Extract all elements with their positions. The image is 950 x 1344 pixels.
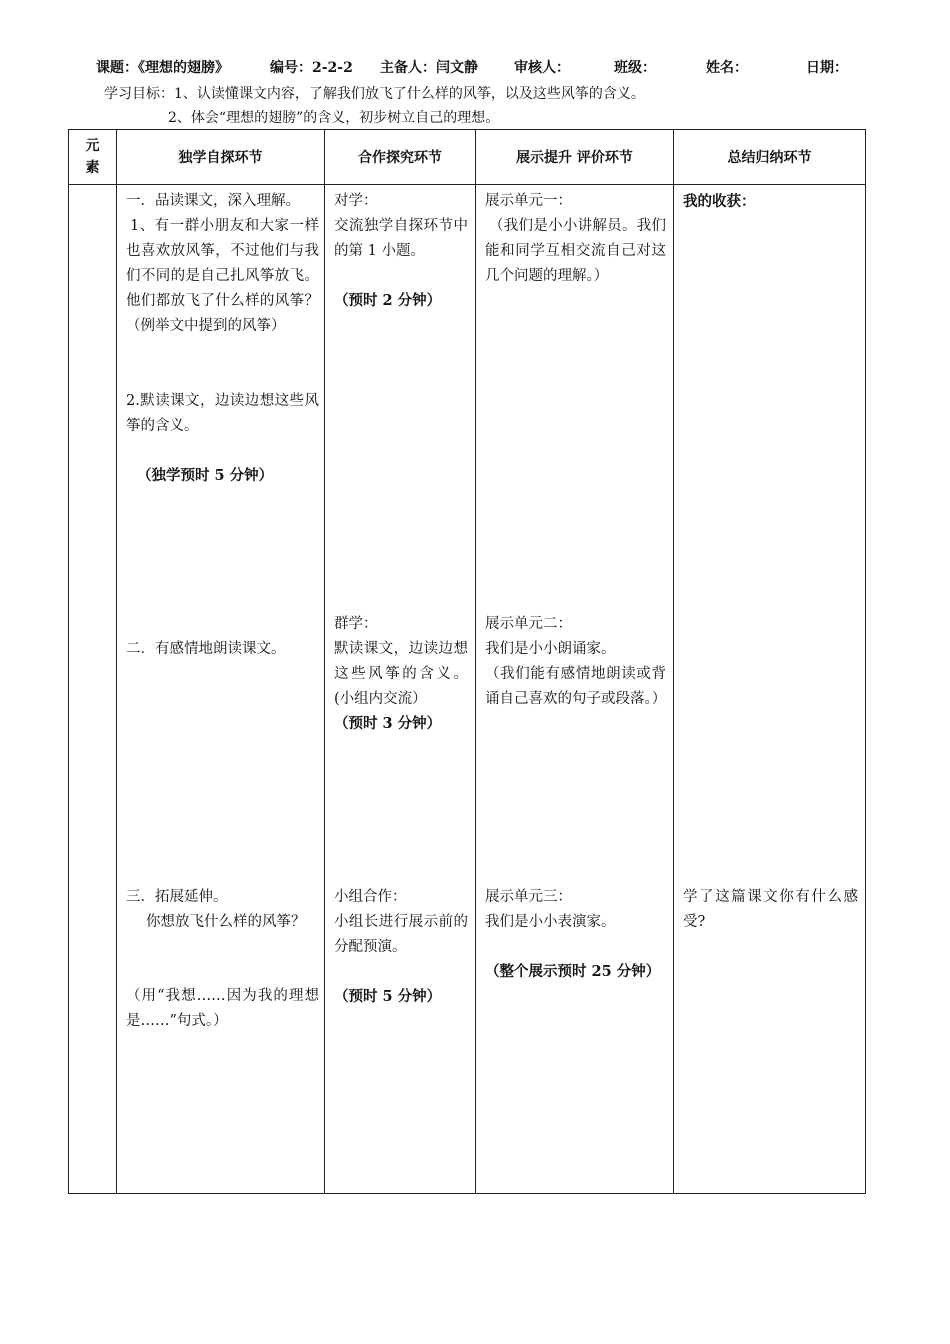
self-study-section3-title: 三．拓展延伸。 — [126, 889, 228, 905]
presentation-unit2-label: 展示单元二： — [485, 616, 572, 632]
cooperation-cell — [325, 185, 476, 1194]
pair-study-text: 交流独学自探环节中的第 1 小题。 — [334, 218, 468, 259]
presentation-cell — [476, 185, 674, 1194]
learning-goal-2: 2、体会“理想的翅膀”的含义，初步树立自己的理想。 — [168, 110, 500, 126]
presentation-time: （整个展示预时 25 分钟） — [485, 963, 661, 980]
presentation-unit3-label: 展示单元三： — [485, 889, 572, 905]
header-cooperation: 合作探究环节 — [325, 130, 476, 185]
team-work-time: （预时 5 分钟） — [334, 988, 442, 1005]
number-label: 编号：2-2-2 — [270, 60, 353, 76]
self-study-section2-title: 二．有感情地朗读课文。 — [126, 641, 286, 657]
summary-cell — [674, 185, 866, 1194]
header-presentation: 展示提升 评价环节 — [476, 130, 674, 185]
table-header-row — [69, 130, 866, 185]
class-label: 班级： — [614, 60, 656, 76]
topic-label: 课题：《理想的翅膀》 — [96, 60, 229, 76]
self-study-time: （独学预时 5 分钟） — [137, 467, 274, 484]
self-study-extension-question: 你想放飞什么样的风筝？ — [146, 914, 306, 930]
team-work-text: 小组长进行展示前的分配预演。 — [334, 914, 468, 955]
self-study-cell — [117, 185, 325, 1194]
group-study-label: 群学： — [334, 616, 378, 632]
reflection-question: 学了这篇课文你有什么感受? — [683, 889, 858, 930]
reviewer-label: 审核人： — [514, 60, 570, 76]
name-label: 姓名： — [706, 60, 748, 76]
table-body-row — [69, 185, 866, 1194]
header-element: 元素 — [69, 130, 117, 185]
presentation-unit1-label: 展示单元一： — [485, 193, 572, 209]
learning-goal-1: 学习目标：1、认读懂课文内容，了解我们放飞了什么样的风筝，以及这些风筝的含义。 — [104, 86, 645, 102]
self-study-section1-title: 一．品读课文，深入理解。 — [126, 193, 300, 209]
date-label: 日期： — [806, 60, 848, 76]
team-work-label: 小组合作： — [334, 889, 407, 905]
presentation-unit2-text: （我们能有感情地朗读或背诵自己喜欢的句子或段落。） — [485, 666, 667, 707]
pair-study-label: 对学： — [334, 193, 378, 209]
element-cell — [69, 185, 117, 1194]
lesson-plan-table — [68, 129, 866, 1194]
header-summary: 总结归纳环节 — [674, 130, 866, 185]
worksheet-header — [96, 57, 856, 79]
presentation-unit2-role: 我们是小小朗诵家。 — [485, 641, 616, 657]
self-study-question2: 2.默读课文，边读边想这些风筝的含义。 — [126, 393, 319, 434]
my-gain-label: 我的收获： — [683, 193, 756, 210]
header-self-study: 独学自探环节 — [117, 130, 325, 185]
group-study-text: 默读课文，边读边想这些风筝的含义。(小组内交流） — [334, 641, 468, 707]
group-study-time: （预时 3 分钟） — [334, 715, 442, 732]
self-study-extension-hint: （用“我想……因为我的理想是……”句式。） — [126, 988, 319, 1029]
preparer-label: 主备人：闫文静 — [380, 60, 478, 76]
pair-study-time: （预时 2 分钟） — [334, 292, 442, 309]
presentation-unit3-role: 我们是小小表演家。 — [485, 914, 616, 930]
self-study-question1: 1、有一群小朋友和大家一样也喜欢放风筝，不过他们与我们不同的是自己扎风筝放飞。他们都放飞了什么样的风筝？（例举文中提到的风筝） — [126, 218, 319, 334]
presentation-unit1-text: （我们是小小讲解员。我们能和同学互相交流自己对这几个问题的理解。） — [485, 218, 666, 284]
